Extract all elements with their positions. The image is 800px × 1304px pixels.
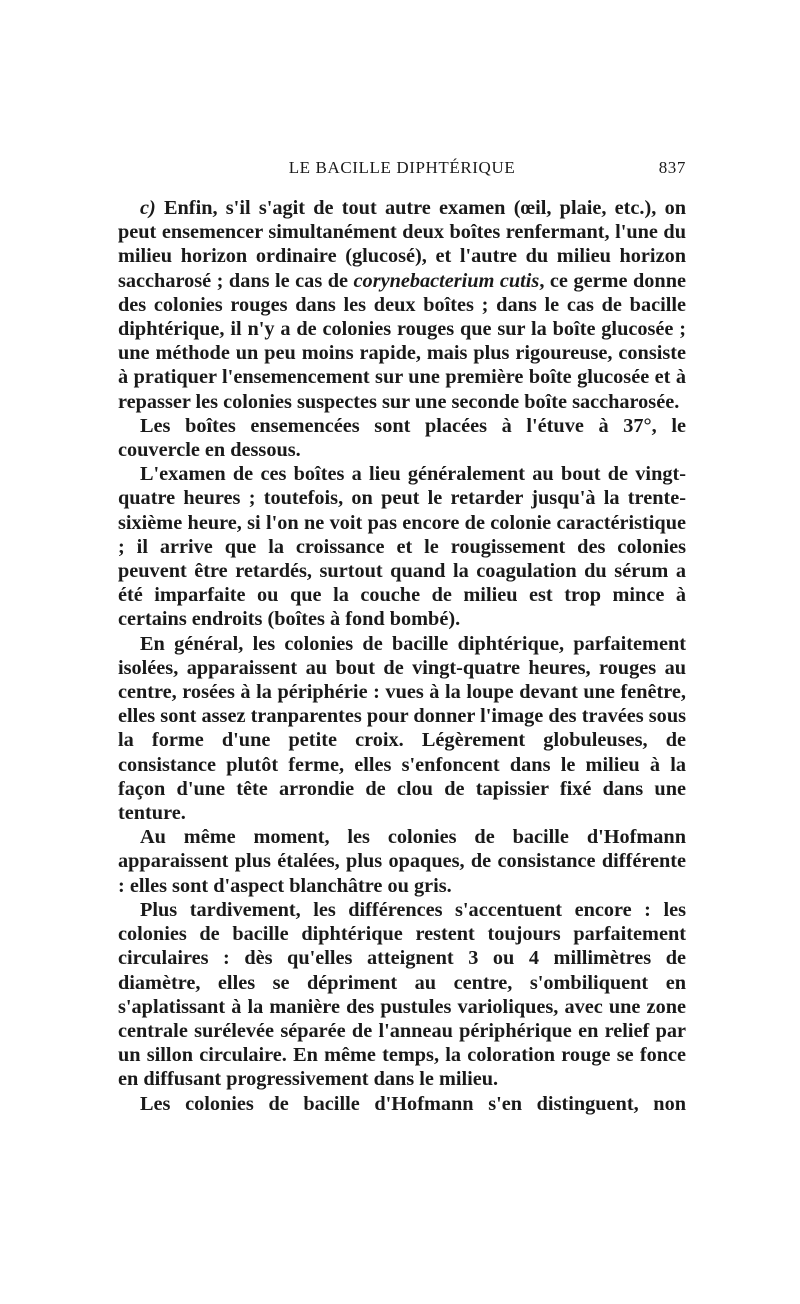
body-text	[118, 196, 686, 1116]
paragraph-text-part: Enfin, s'il s'agit de tout autre examen (œil, plaie, etc.), on peut ensemencer simultanément deux boîtes renfermant, l'une du milieu horizon ordinaire (glucosé), et l'autre du milieu horizon saccharosé ; dans le cas de	[118, 197, 686, 292]
running-title: LE BACILLE DIPHTÉRIQUE	[288, 158, 516, 177]
paragraph-hofmann: Au même moment, les colonies de bacille d'Hofmann apparaissent plus étalées, plus opaques, de consistance différente : elles sont d'aspect blanchâtre ou gris.	[118, 826, 686, 897]
page-number: 837	[658, 158, 686, 177]
paragraph-enfin	[118, 196, 686, 414]
list-marker: c)	[140, 197, 156, 219]
paragraph-en-general: En général, les colonies de bacille diphtérique, parfaitement isolées, apparaissent au bout de vingt-quatre heures, rouges au centre, rosées à la périphérie : vues à la loupe devant une fenêtre, elles sont assez tranparentes pour donner l'image des travées sous la forme d'une petite croix. Légèrement globuleuses, de consistance plutôt ferme, elles s'enfoncent dans le milieu à la façon d'une tête arrondie de clou de tapissier fixé dans une tenture.	[118, 632, 686, 825]
running-head	[118, 158, 686, 182]
paragraph-examen: L'examen de ces boîtes a lieu généralement au bout de vingt-quatre heures ; toutefois, on peut le retarder jusqu'à la trente-sixième heure, si l'on ne voit pas encore de colonie caractéristique ; il arrive que la croissance et le rougissement des colonies peuvent être retardés, surtout quand la coagulation du sérum a été imparfaite ou que la couche de milieu est trop mince à certains endroits (boîtes à fond bombé).	[118, 463, 686, 631]
paragraph-distinguent: Les colonies de bacille d'Hofmann s'en distinguent, non	[140, 1092, 686, 1115]
paragraph-text-part: , ce germe donne des colonies rouges dans les deux boîtes ; dans le cas de bacille diphtérique, il n'y a de colonies rouges que sur la boîte glucosée ; une méthode un peu moins rapide, mais plus rigoureuse, consiste à pratiquer l'ensemencement sur une première boîte glucosée et à repasser les colonies suspectes sur une seconde boîte saccharosée.	[118, 269, 686, 413]
paragraph-tardivement: Plus tardivement, les différences s'accentuent encore : les colonies de bacille diphtérique restent toujours parfaitement circulaires : dès qu'elles atteignent 3 ou 4 millimètres de diamètre, elles se dépriment au centre, s'ombiliquent en s'aplatissant à la manière des pustules varioliques, avec une zone centrale surélevée séparée de l'anneau périphérique en relief par un sillon circulaire. En même temps, la coloration rouge se fonce en diffusant progressivement dans le milieu.	[118, 898, 686, 1091]
paragraph-etuve: Les boîtes ensemencées sont placées à l'étuve à 37°, le couvercle en dessous.	[118, 414, 686, 462]
species-name: corynebacterium cutis	[353, 269, 540, 292]
